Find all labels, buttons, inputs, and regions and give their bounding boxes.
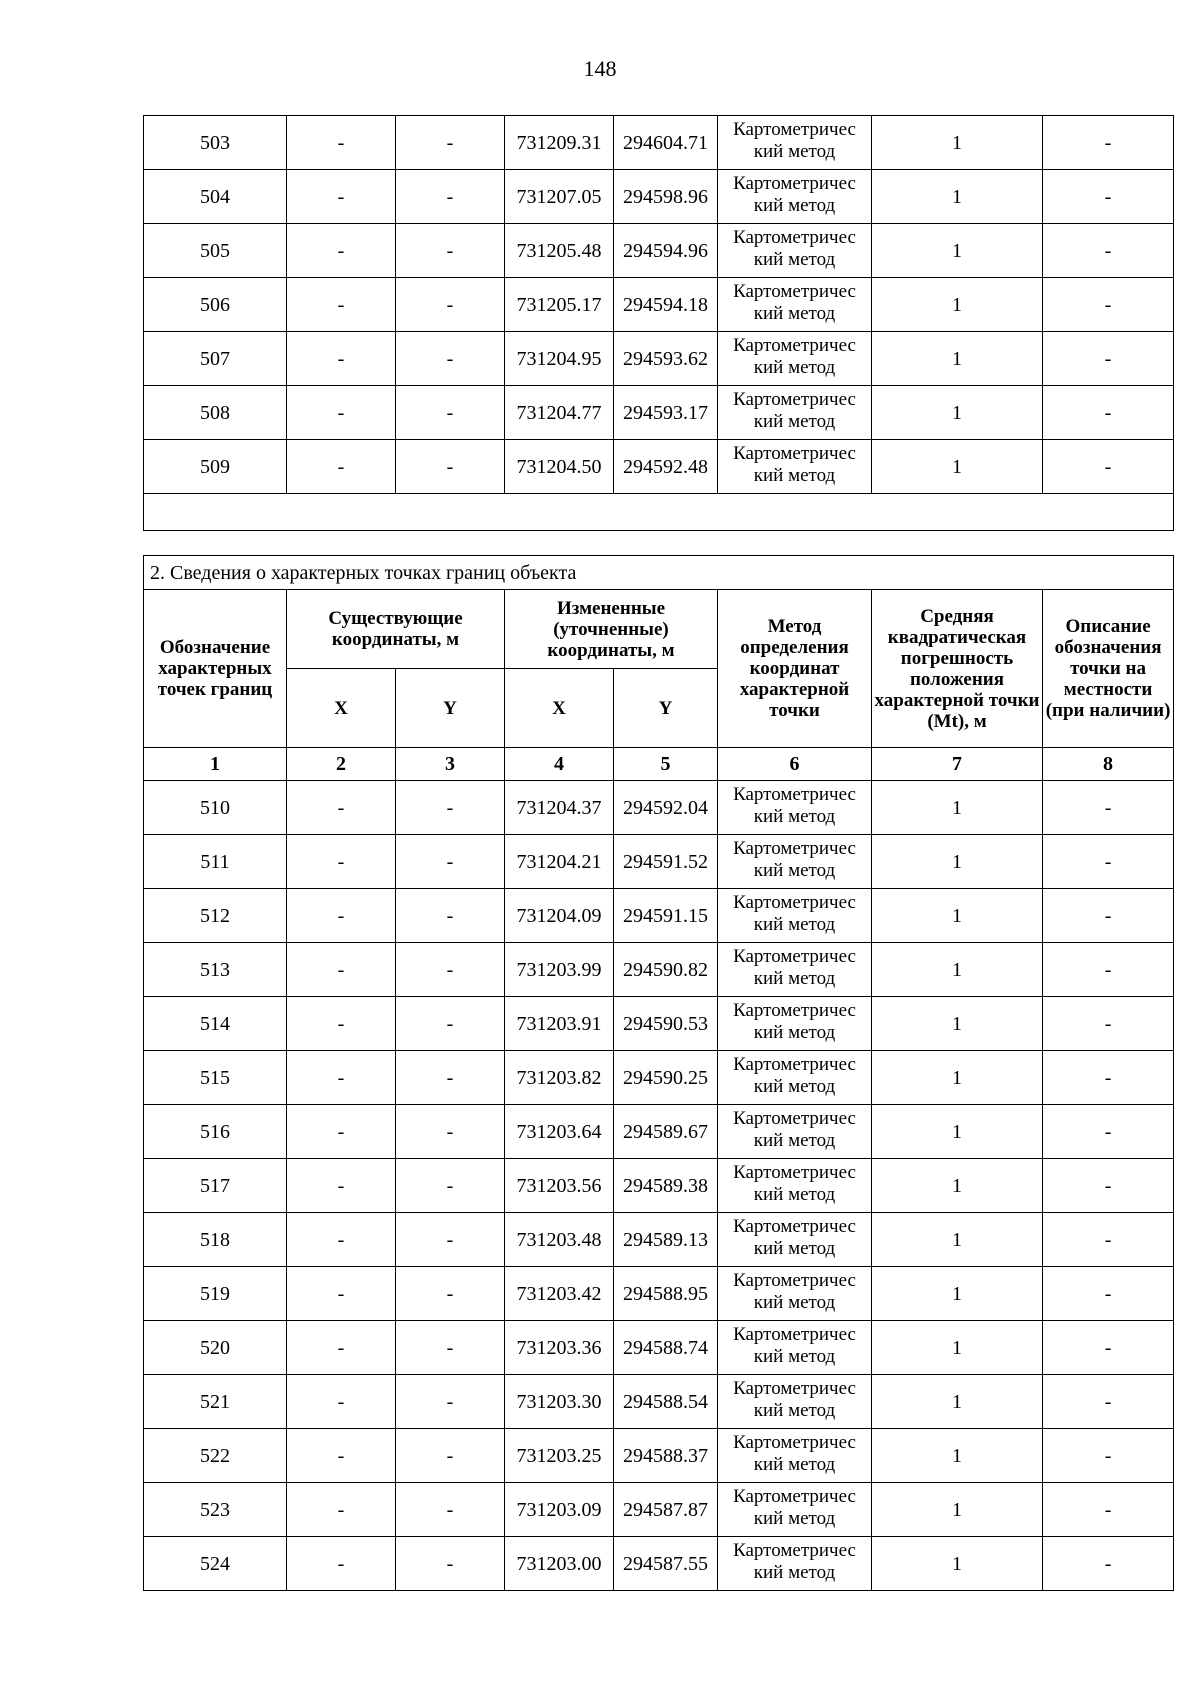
method-cell: Картометричес кий метод: [718, 997, 872, 1051]
description-cell: -: [1043, 835, 1174, 889]
error-cell: 1: [872, 1105, 1043, 1159]
header-existing-y: Y: [396, 669, 505, 748]
table-row: [144, 1537, 1174, 1591]
column-number: 8: [1043, 748, 1174, 781]
existing-x-cell: -: [287, 1105, 396, 1159]
point-cell: 511: [144, 835, 287, 889]
error-cell: 1: [872, 1321, 1043, 1375]
changed-y-cell: 294592.48: [614, 440, 718, 494]
changed-y-cell: 294587.87: [614, 1483, 718, 1537]
existing-y-cell: -: [396, 1159, 505, 1213]
column-number: 5: [614, 748, 718, 781]
changed-y-cell: 294588.37: [614, 1429, 718, 1483]
header-changed-x: X: [505, 669, 614, 748]
point-cell: 520: [144, 1321, 287, 1375]
error-cell: 1: [872, 1429, 1043, 1483]
existing-y-cell: -: [396, 1267, 505, 1321]
description-cell: -: [1043, 224, 1174, 278]
existing-x-cell: -: [287, 170, 396, 224]
coordinates-table-continued: [143, 115, 1174, 531]
changed-x-cell: 731203.30: [505, 1375, 614, 1429]
empty-row: [144, 494, 1174, 531]
changed-y-cell: 294590.25: [614, 1051, 718, 1105]
table-row: [144, 440, 1174, 494]
table-row: [144, 278, 1174, 332]
existing-x-cell: -: [287, 997, 396, 1051]
method-cell: Картометричес кий метод: [718, 889, 872, 943]
method-cell: Картометричес кий метод: [718, 386, 872, 440]
existing-y-cell: -: [396, 1483, 505, 1537]
description-cell: -: [1043, 170, 1174, 224]
method-cell: Картометричес кий метод: [718, 781, 872, 835]
error-cell: 1: [872, 1375, 1043, 1429]
changed-x-cell: 731204.21: [505, 835, 614, 889]
changed-x-cell: 731203.48: [505, 1213, 614, 1267]
table-row: [144, 170, 1174, 224]
method-cell: Картометричес кий метод: [718, 224, 872, 278]
error-cell: 1: [872, 943, 1043, 997]
changed-x-cell: 731207.05: [505, 170, 614, 224]
method-cell: Картометричес кий метод: [718, 1051, 872, 1105]
changed-x-cell: 731204.77: [505, 386, 614, 440]
method-cell: Картометричес кий метод: [718, 170, 872, 224]
method-cell: Картометричес кий метод: [718, 440, 872, 494]
changed-x-cell: 731204.95: [505, 332, 614, 386]
existing-x-cell: -: [287, 1321, 396, 1375]
column-number: 3: [396, 748, 505, 781]
point-cell: 515: [144, 1051, 287, 1105]
existing-y-cell: -: [396, 943, 505, 997]
method-cell: Картометричес кий метод: [718, 116, 872, 170]
description-cell: -: [1043, 943, 1174, 997]
header-error: Средняя квадратическая погрешность положения характерной точки (Mt), м: [872, 590, 1043, 748]
error-cell: 1: [872, 1537, 1043, 1591]
existing-y-cell: -: [396, 1321, 505, 1375]
changed-y-cell: 294589.13: [614, 1213, 718, 1267]
existing-x-cell: -: [287, 835, 396, 889]
header-existing-x: X: [287, 669, 396, 748]
method-cell: Картометричес кий метод: [718, 278, 872, 332]
point-cell: 518: [144, 1213, 287, 1267]
description-cell: -: [1043, 1375, 1174, 1429]
table-row: [144, 224, 1174, 278]
changed-x-cell: 731203.42: [505, 1267, 614, 1321]
existing-x-cell: -: [287, 1213, 396, 1267]
existing-y-cell: -: [396, 1537, 505, 1591]
point-cell: 505: [144, 224, 287, 278]
error-cell: 1: [872, 1051, 1043, 1105]
existing-x-cell: -: [287, 1429, 396, 1483]
changed-y-cell: 294589.38: [614, 1159, 718, 1213]
table-row: [144, 1213, 1174, 1267]
method-cell: Картометричес кий метод: [718, 943, 872, 997]
description-cell: -: [1043, 1429, 1174, 1483]
changed-x-cell: 731205.17: [505, 278, 614, 332]
method-cell: Картометричес кий метод: [718, 1375, 872, 1429]
changed-x-cell: 731204.50: [505, 440, 614, 494]
changed-x-cell: 731203.99: [505, 943, 614, 997]
changed-y-cell: 294588.74: [614, 1321, 718, 1375]
header-changed-coords: Измененные (уточненные) координаты, м: [505, 590, 718, 669]
table-row: [144, 943, 1174, 997]
description-cell: -: [1043, 1537, 1174, 1591]
error-cell: 1: [872, 835, 1043, 889]
method-cell: Картометричес кий метод: [718, 1483, 872, 1537]
error-cell: 1: [872, 224, 1043, 278]
table-row: [144, 386, 1174, 440]
existing-x-cell: -: [287, 1375, 396, 1429]
existing-y-cell: -: [396, 781, 505, 835]
changed-y-cell: 294594.96: [614, 224, 718, 278]
point-cell: 512: [144, 889, 287, 943]
existing-y-cell: -: [396, 835, 505, 889]
changed-x-cell: 731203.82: [505, 1051, 614, 1105]
description-cell: -: [1043, 997, 1174, 1051]
table-row: [144, 835, 1174, 889]
column-number: 4: [505, 748, 614, 781]
changed-y-cell: 294593.17: [614, 386, 718, 440]
existing-x-cell: -: [287, 1267, 396, 1321]
changed-x-cell: 731205.48: [505, 224, 614, 278]
page-number: 148: [583, 56, 617, 81]
point-cell: 506: [144, 278, 287, 332]
error-cell: 1: [872, 997, 1043, 1051]
changed-x-cell: 731203.25: [505, 1429, 614, 1483]
error-cell: 1: [872, 278, 1043, 332]
table-row: [144, 332, 1174, 386]
point-cell: 524: [144, 1537, 287, 1591]
existing-x-cell: -: [287, 386, 396, 440]
table-body: [144, 116, 1174, 531]
changed-y-cell: 294587.55: [614, 1537, 718, 1591]
changed-x-cell: 731203.36: [505, 1321, 614, 1375]
existing-y-cell: -: [396, 332, 505, 386]
table-row: [144, 1375, 1174, 1429]
changed-y-cell: 294598.96: [614, 170, 718, 224]
point-cell: 504: [144, 170, 287, 224]
changed-y-cell: 294588.54: [614, 1375, 718, 1429]
existing-x-cell: -: [287, 1159, 396, 1213]
header-changed-y: Y: [614, 669, 718, 748]
table-row: [144, 1483, 1174, 1537]
changed-y-cell: 294591.52: [614, 835, 718, 889]
changed-x-cell: 731203.91: [505, 997, 614, 1051]
point-cell: 514: [144, 997, 287, 1051]
method-cell: Картометричес кий метод: [718, 1213, 872, 1267]
error-cell: 1: [872, 1159, 1043, 1213]
method-cell: Картометричес кий метод: [718, 332, 872, 386]
description-cell: -: [1043, 781, 1174, 835]
existing-x-cell: -: [287, 332, 396, 386]
existing-x-cell: -: [287, 278, 396, 332]
changed-y-cell: 294591.15: [614, 889, 718, 943]
description-cell: -: [1043, 889, 1174, 943]
changed-y-cell: 294589.67: [614, 1105, 718, 1159]
existing-x-cell: -: [287, 1483, 396, 1537]
description-cell: -: [1043, 440, 1174, 494]
table-row: [144, 1429, 1174, 1483]
description-cell: -: [1043, 1051, 1174, 1105]
existing-y-cell: -: [396, 1429, 505, 1483]
existing-x-cell: -: [287, 224, 396, 278]
point-cell: 513: [144, 943, 287, 997]
existing-x-cell: -: [287, 889, 396, 943]
table-row: [144, 116, 1174, 170]
existing-y-cell: -: [396, 1051, 505, 1105]
existing-y-cell: -: [396, 1375, 505, 1429]
header-existing-coords: Существующие координаты, м: [287, 590, 505, 669]
changed-y-cell: 294604.71: [614, 116, 718, 170]
error-cell: 1: [872, 116, 1043, 170]
existing-y-cell: -: [396, 224, 505, 278]
header-description: Описание обозначения точки на местности (при наличии): [1043, 590, 1174, 748]
point-cell: 508: [144, 386, 287, 440]
error-cell: 1: [872, 440, 1043, 494]
point-cell: 510: [144, 781, 287, 835]
changed-x-cell: 731209.31: [505, 116, 614, 170]
point-cell: 519: [144, 1267, 287, 1321]
description-cell: -: [1043, 116, 1174, 170]
existing-x-cell: -: [287, 781, 396, 835]
table-body: [144, 781, 1174, 1591]
changed-y-cell: 294588.95: [614, 1267, 718, 1321]
error-cell: 1: [872, 386, 1043, 440]
changed-y-cell: 294590.82: [614, 943, 718, 997]
method-cell: Картометричес кий метод: [718, 1429, 872, 1483]
changed-x-cell: 731204.37: [505, 781, 614, 835]
changed-x-cell: 731203.09: [505, 1483, 614, 1537]
description-cell: -: [1043, 1267, 1174, 1321]
column-number: 7: [872, 748, 1043, 781]
table-row: [144, 997, 1174, 1051]
point-cell: 516: [144, 1105, 287, 1159]
changed-x-cell: 731203.64: [505, 1105, 614, 1159]
error-cell: 1: [872, 1267, 1043, 1321]
error-cell: 1: [872, 1213, 1043, 1267]
method-cell: Картометричес кий метод: [718, 1321, 872, 1375]
column-number: 6: [718, 748, 872, 781]
existing-x-cell: -: [287, 943, 396, 997]
changed-x-cell: 731203.56: [505, 1159, 614, 1213]
description-cell: -: [1043, 1105, 1174, 1159]
description-cell: -: [1043, 278, 1174, 332]
empty-cell: [144, 494, 1174, 531]
changed-y-cell: 294590.53: [614, 997, 718, 1051]
error-cell: 1: [872, 1483, 1043, 1537]
column-number: 1: [144, 748, 287, 781]
point-cell: 522: [144, 1429, 287, 1483]
description-cell: -: [1043, 1213, 1174, 1267]
description-cell: -: [1043, 386, 1174, 440]
method-cell: Картометричес кий метод: [718, 1105, 872, 1159]
table-row: [144, 1159, 1174, 1213]
error-cell: 1: [872, 170, 1043, 224]
existing-y-cell: -: [396, 170, 505, 224]
method-cell: Картометричес кий метод: [718, 1537, 872, 1591]
error-cell: 1: [872, 781, 1043, 835]
existing-y-cell: -: [396, 1213, 505, 1267]
changed-y-cell: 294594.18: [614, 278, 718, 332]
point-cell: 521: [144, 1375, 287, 1429]
existing-x-cell: -: [287, 116, 396, 170]
header-point: Обозначение характерных точек границ: [144, 590, 287, 748]
method-cell: Картометричес кий метод: [718, 1267, 872, 1321]
existing-y-cell: -: [396, 889, 505, 943]
existing-y-cell: -: [396, 278, 505, 332]
section-title: 2. Сведения о характерных точках границ объекта: [144, 556, 1174, 590]
existing-y-cell: -: [396, 997, 505, 1051]
method-cell: Картометричес кий метод: [718, 835, 872, 889]
description-cell: -: [1043, 1159, 1174, 1213]
error-cell: 1: [872, 889, 1043, 943]
changed-y-cell: 294593.62: [614, 332, 718, 386]
point-cell: 509: [144, 440, 287, 494]
existing-y-cell: -: [396, 440, 505, 494]
point-cell: 517: [144, 1159, 287, 1213]
error-cell: 1: [872, 332, 1043, 386]
method-cell: Картометричес кий метод: [718, 1159, 872, 1213]
changed-x-cell: 731203.00: [505, 1537, 614, 1591]
table-row: [144, 1321, 1174, 1375]
column-numbers-row: [144, 748, 1174, 781]
header-method: Метод определения координат характерной точки: [718, 590, 872, 748]
changed-y-cell: 294592.04: [614, 781, 718, 835]
point-cell: 523: [144, 1483, 287, 1537]
table-row: [144, 889, 1174, 943]
table-row: [144, 1267, 1174, 1321]
point-cell: 503: [144, 116, 287, 170]
existing-y-cell: -: [396, 1105, 505, 1159]
column-number: 2: [287, 748, 396, 781]
changed-x-cell: 731204.09: [505, 889, 614, 943]
description-cell: -: [1043, 1321, 1174, 1375]
table-row: [144, 1051, 1174, 1105]
description-cell: -: [1043, 332, 1174, 386]
existing-x-cell: -: [287, 1051, 396, 1105]
existing-y-cell: -: [396, 386, 505, 440]
existing-y-cell: -: [396, 116, 505, 170]
boundary-points-table: [143, 555, 1174, 1591]
existing-x-cell: -: [287, 1537, 396, 1591]
existing-x-cell: -: [287, 440, 396, 494]
table-row: [144, 781, 1174, 835]
table-header: [144, 556, 1174, 781]
table-row: [144, 1105, 1174, 1159]
point-cell: 507: [144, 332, 287, 386]
description-cell: -: [1043, 1483, 1174, 1537]
